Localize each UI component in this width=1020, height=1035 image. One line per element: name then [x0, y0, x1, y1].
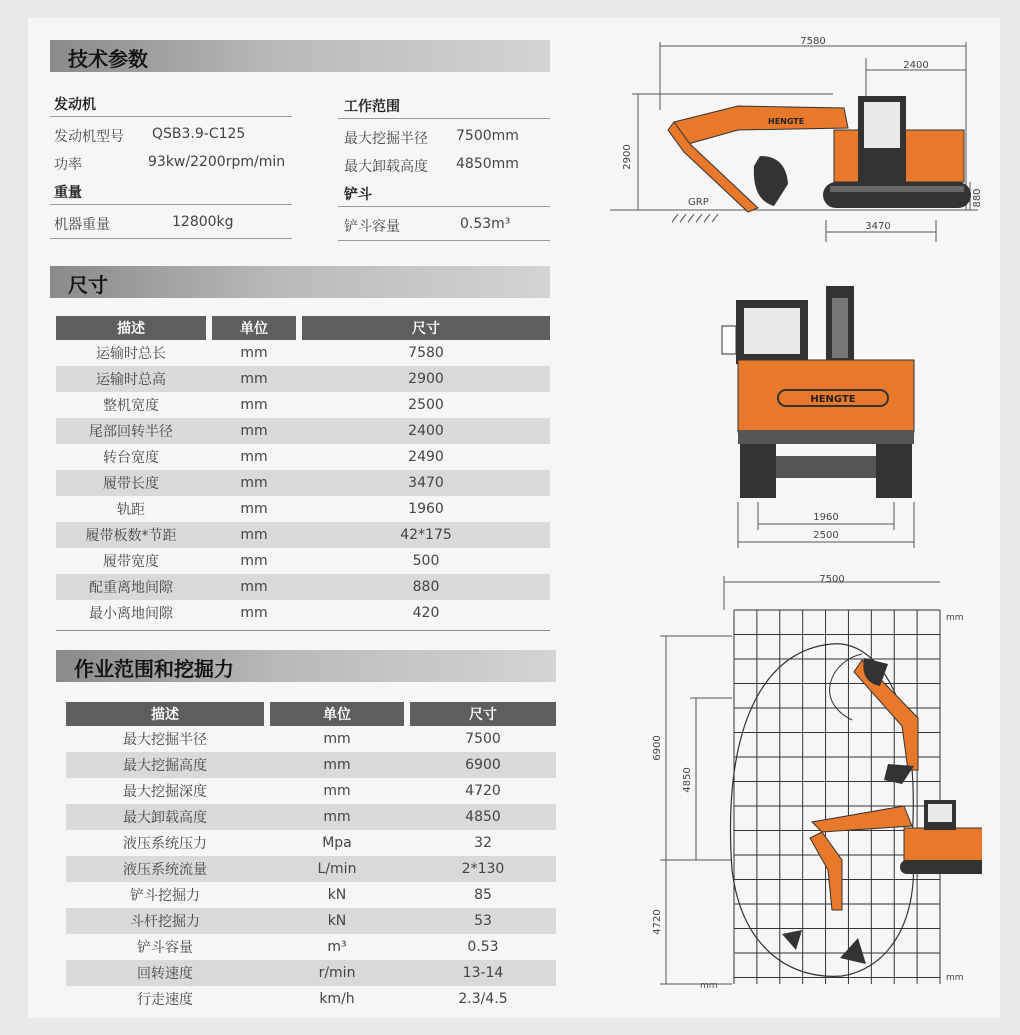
weight-header: 重量 [54, 185, 82, 201]
max-dig-radius-value: 7500mm [456, 128, 519, 144]
side-brand-label: HENGTE [768, 117, 805, 126]
excavator-front-icon [722, 286, 914, 498]
dim-value: 880 [302, 574, 550, 600]
work-desc: 最大挖掘高度 [66, 752, 270, 778]
max-dig-radius-label: 最大挖掘半径 [344, 131, 428, 147]
range-grid [734, 610, 940, 984]
dim-col-unit: 单位 [212, 316, 302, 340]
table-row [66, 960, 556, 986]
working-table [66, 702, 556, 1012]
working-section-bar [56, 650, 556, 682]
engine-model-label: 发动机型号 [54, 129, 124, 145]
dim-unit: mm [240, 397, 268, 413]
work-unit: mm [270, 752, 410, 778]
side-height-label: 2900 [622, 144, 633, 170]
table-row [56, 366, 550, 392]
range-unit-left: mm [700, 981, 718, 991]
work-value: 7500 [465, 731, 501, 747]
front-brand-label: HENGTE [810, 394, 856, 405]
weight-value: 12800kg [172, 214, 234, 230]
work-value: 4720 [465, 783, 501, 799]
table-row [66, 986, 556, 1012]
side-track-length-label: 3470 [865, 221, 891, 232]
dim-value: 2500 [408, 397, 444, 413]
work-col-size: 尺寸 [410, 702, 556, 726]
work-desc: 斗杆挖掘力 [66, 908, 270, 934]
dim-value: 1960 [408, 501, 444, 517]
work-unit: kN [270, 908, 410, 934]
work-value: 0.53 [467, 939, 499, 955]
work-value: 13-14 [410, 960, 556, 986]
work-value: 2.3/4.5 [458, 991, 508, 1007]
max-dump-height-value: 4850mm [456, 156, 519, 172]
work-unit: L/min [270, 856, 410, 882]
table-row [56, 600, 550, 626]
max-dump-height-label: 最大卸载高度 [344, 159, 428, 175]
work-desc: 液压系统压力 [123, 836, 207, 852]
table-row [56, 392, 550, 418]
dim-value: 500 [412, 553, 440, 569]
bucket-capacity-label: 铲斗容量 [344, 219, 400, 235]
work-unit: km/h [319, 991, 355, 1007]
range-unit-bottom: mm [946, 973, 964, 983]
table-row [66, 856, 556, 882]
work-desc: 铲斗挖掘力 [130, 888, 200, 904]
side-view-drawing [608, 32, 988, 242]
dim-value: 2490 [408, 449, 444, 465]
work-value: 32 [474, 835, 492, 851]
work-col-desc: 描述 [66, 702, 270, 726]
working-header-row [66, 702, 556, 726]
range-unit-top: mm [946, 613, 964, 623]
work-desc: 回转速度 [66, 960, 270, 986]
table-row [66, 726, 556, 752]
dim-desc: 转台宽度 [103, 450, 159, 466]
excavator-range-icon [782, 658, 982, 964]
dim-unit: mm [212, 366, 302, 392]
side-ground-label: GRP [688, 197, 709, 208]
dim-unit: mm [212, 418, 302, 444]
dim-unit: mm [240, 605, 268, 621]
table-row [66, 882, 556, 908]
tech-title: 技术参数 [68, 47, 148, 71]
work-unit: Mpa [322, 835, 352, 851]
work-unit: mm [323, 783, 351, 799]
work-unit: mm [270, 804, 410, 830]
dim-desc: 轨距 [117, 502, 145, 518]
range-radius-label: 7500 [819, 574, 845, 585]
working-range-diagram [622, 570, 982, 1000]
dim-value: 420 [412, 605, 440, 621]
work-desc: 液压系统流量 [66, 856, 270, 882]
work-unit: r/min [270, 960, 410, 986]
table-row [56, 444, 550, 470]
dim-value: 7580 [408, 345, 444, 361]
dimensions-section-bar [50, 266, 550, 298]
dim-desc: 最小离地间隙 [89, 606, 173, 622]
work-col-unit: 单位 [270, 702, 410, 726]
range-depth-label: 4720 [652, 909, 663, 935]
table-row [56, 548, 550, 574]
front-gauge-label: 1960 [813, 512, 839, 523]
front-width-label: 2500 [813, 530, 839, 541]
table-row [56, 470, 550, 496]
dim-desc: 运输时总高 [56, 366, 212, 392]
table-row [56, 522, 550, 548]
work-desc: 行走速度 [137, 992, 193, 1008]
side-length-label: 7580 [800, 36, 826, 47]
power-value: 93kw/2200rpm/min [148, 154, 286, 170]
tech-section-bar [50, 40, 550, 72]
work-value: 53 [410, 908, 556, 934]
work-value: 6900 [410, 752, 556, 778]
side-tail-radius-label: 2400 [903, 60, 929, 71]
table-row [66, 752, 556, 778]
dim-desc: 履带板数*节距 [56, 522, 212, 548]
dim-unit: mm [240, 449, 268, 465]
dim-unit: mm [240, 553, 268, 569]
work-header: 工作范围 [344, 99, 400, 115]
bucket-capacity-value: 0.53m³ [460, 216, 511, 232]
work-desc: 铲斗容量 [137, 940, 193, 956]
bucket-header: 铲斗 [344, 187, 372, 203]
table-row [66, 908, 556, 934]
dim-desc: 履带宽度 [103, 554, 159, 570]
work-desc: 最大卸载高度 [66, 804, 270, 830]
side-clearance-label: 880 [972, 188, 983, 208]
engine-header: 发动机 [54, 97, 96, 113]
dim-col-desc: 描述 [56, 316, 212, 340]
dim-value: 2400 [302, 418, 550, 444]
dim-value: 2900 [302, 366, 550, 392]
dim-desc: 运输时总长 [96, 346, 166, 362]
dim-unit: mm [212, 522, 302, 548]
table-row [56, 340, 550, 366]
table-row [66, 934, 556, 960]
work-value: 4850 [410, 804, 556, 830]
range-dump-label: 4850 [682, 767, 693, 793]
dim-value: 42*175 [302, 522, 550, 548]
work-unit: kN [327, 887, 347, 903]
work-value: 2*130 [410, 856, 556, 882]
table-row [66, 778, 556, 804]
dim-unit: mm [240, 345, 268, 361]
dimensions-header-row [56, 316, 550, 340]
weight-label: 机器重量 [54, 217, 110, 233]
work-unit: mm [323, 731, 351, 747]
working-title: 作业范围和挖掘力 [74, 657, 234, 681]
table-row [56, 574, 550, 600]
engine-model-value: QSB3.9-C125 [152, 126, 246, 142]
work-value: 85 [474, 887, 492, 903]
dim-col-size: 尺寸 [302, 316, 550, 340]
dim-unit: mm [240, 501, 268, 517]
dimensions-table [56, 316, 550, 626]
power-label: 功率 [54, 157, 82, 173]
dim-desc: 履带长度 [56, 470, 212, 496]
table-row [66, 830, 556, 856]
table-row [56, 496, 550, 522]
dim-value: 3470 [302, 470, 550, 496]
range-height-label: 6900 [652, 735, 663, 761]
dim-desc: 尾部回转半径 [56, 418, 212, 444]
work-desc: 最大挖掘半径 [123, 732, 207, 748]
table-row [56, 418, 550, 444]
work-unit: m³ [327, 939, 347, 955]
spec-sheet [28, 18, 1000, 1018]
dim-desc: 配重离地间隙 [56, 574, 212, 600]
dim-unit: mm [212, 470, 302, 496]
dim-unit: mm [212, 574, 302, 600]
work-desc: 最大挖掘深度 [123, 784, 207, 800]
dimensions-title: 尺寸 [68, 273, 108, 297]
excavator-side-icon [668, 96, 971, 212]
dim-desc: 整机宽度 [103, 398, 159, 414]
table-row [66, 804, 556, 830]
front-view-drawing [708, 280, 938, 548]
